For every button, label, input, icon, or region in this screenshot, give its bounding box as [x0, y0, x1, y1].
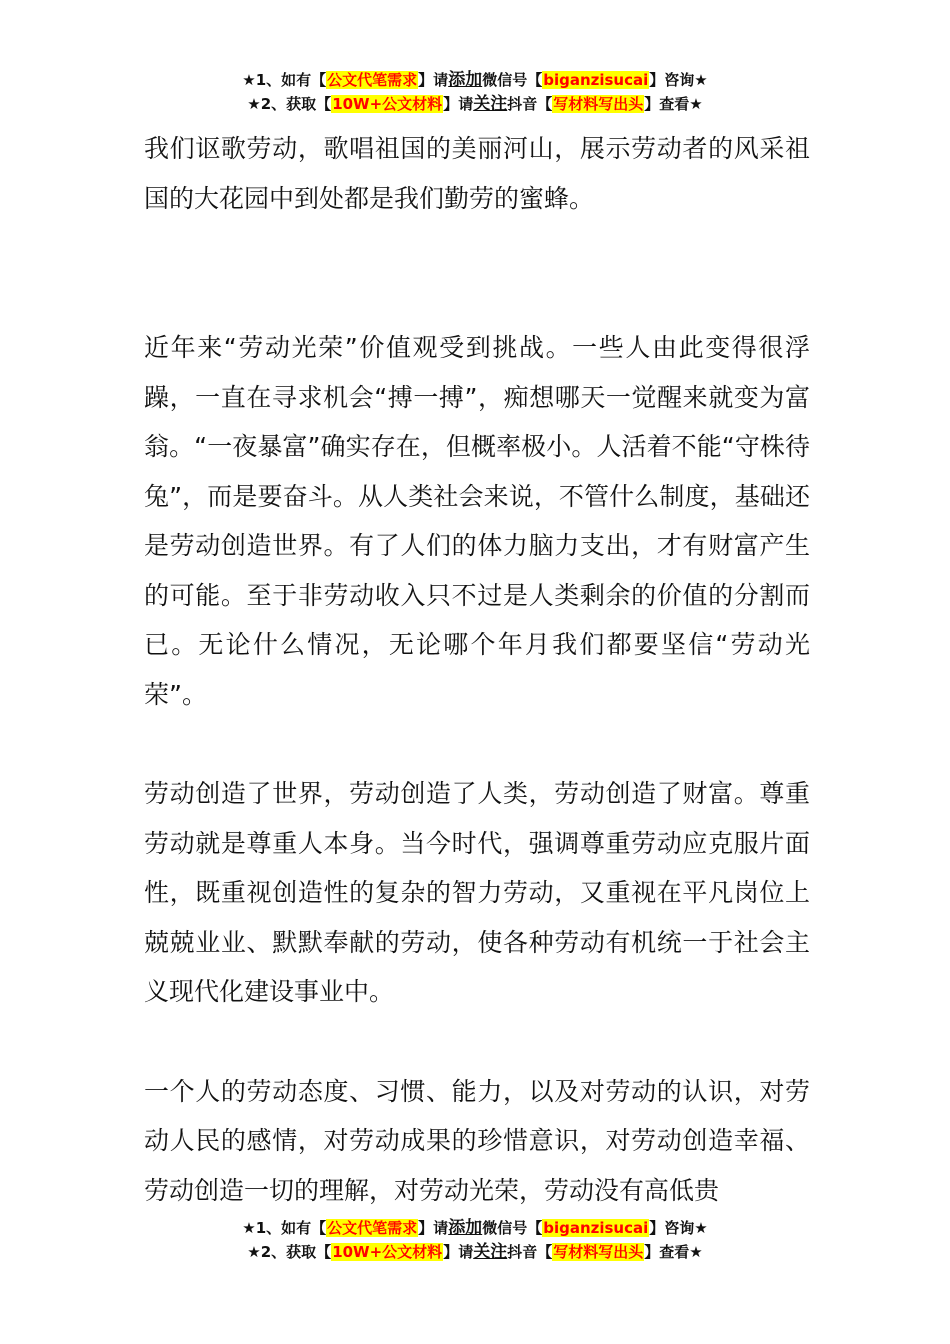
header-banner [0, 68, 950, 116]
banner-emphasis: 添加 [448, 1218, 483, 1238]
banner-text: ★2、获取【 [247, 95, 332, 113]
banner-text: 】请 [443, 1243, 474, 1261]
banner-text: 】请 [418, 71, 449, 89]
banner-text: 】查看★ [644, 95, 703, 113]
banner-line-2 [0, 92, 950, 116]
paragraph-spacer [144, 223, 810, 323]
banner-text: ★2、获取【 [247, 1243, 332, 1261]
document-body [144, 124, 810, 1215]
highlight-douyin-account: 写材料写出头 [553, 95, 644, 113]
highlight-service: 公文代笔需求 [327, 71, 418, 89]
banner-text: ★1、如有【 [242, 1219, 327, 1237]
highlight-materials: 10W+公文材料 [332, 1243, 443, 1261]
banner-emphasis: 关注 [473, 94, 508, 114]
banner-text: ★1、如有【 [242, 71, 327, 89]
footer-banner [0, 1216, 950, 1264]
banner-text: 微信号【 [482, 1219, 543, 1237]
banner-text: 】咨询★ [649, 1219, 708, 1237]
highlight-douyin-account: 写材料写出头 [553, 1243, 644, 1261]
highlight-wechat-id: biganzisucai [543, 71, 649, 89]
banner-text: 】查看★ [644, 1243, 703, 1261]
banner-line-2 [0, 1240, 950, 1264]
banner-text: 抖音【 [507, 95, 553, 113]
banner-text: 】请 [443, 95, 474, 113]
paragraph-4: 一个人的劳动态度、习惯、能力，以及对劳动的认识，对劳动人民的感情，对劳动成果的珍惜意识，对劳动创造幸福、劳动创造一切的理解，对劳动光荣，劳动没有高低贵 [144, 1076, 810, 1205]
banner-emphasis: 添加 [448, 70, 483, 90]
banner-text: 】请 [418, 1219, 449, 1237]
paragraph-2: 近年来“劳动光荣”价值观受到挑战。一些人由此变得很浮躁，一直在寻求机会“搏一搏”，痴想哪天一觉醒来就变为富翁。“一夜暴富”确实存在，但概率极小。人活着不能“守株待兔”，而是要奋斗。从人类社会来说，不管什么制度，基础还是劳动创造世界。有了人们的体力脑力支出，才有财富产生的可能。至于非劳动收入只不过是人类剩余的价值的分割而已。无论什么情况，无论哪个年月我们都要坚信“劳动光荣”。 [144, 333, 810, 709]
paragraph-spacer [144, 719, 810, 769]
banner-line-1 [0, 1216, 950, 1240]
paragraph-1: 我们讴歌劳动，歌唱祖国的美丽河山，展示劳动者的风采祖国的大花园中到处都是我们勤劳的蜜蜂。 [144, 134, 810, 213]
highlight-materials: 10W+公文材料 [332, 95, 443, 113]
highlight-wechat-id: biganzisucai [543, 1219, 649, 1237]
paragraph-3: 劳动创造了世界，劳动创造了人类，劳动创造了财富。尊重劳动就是尊重人本身。当今时代，强调尊重劳动应克服片面性，既重视创造性的复杂的智力劳动，又重视在平凡岗位上兢兢业业、默默奉献的劳动，使各种劳动有机统一于社会主义现代化建设事业中。 [144, 779, 810, 1006]
banner-line-1 [0, 68, 950, 92]
banner-text: 微信号【 [482, 71, 543, 89]
paragraph-spacer [144, 1017, 810, 1067]
banner-text: 】咨询★ [649, 71, 708, 89]
highlight-service: 公文代笔需求 [327, 1219, 418, 1237]
banner-text: 抖音【 [507, 1243, 553, 1261]
banner-emphasis: 关注 [473, 1242, 508, 1262]
